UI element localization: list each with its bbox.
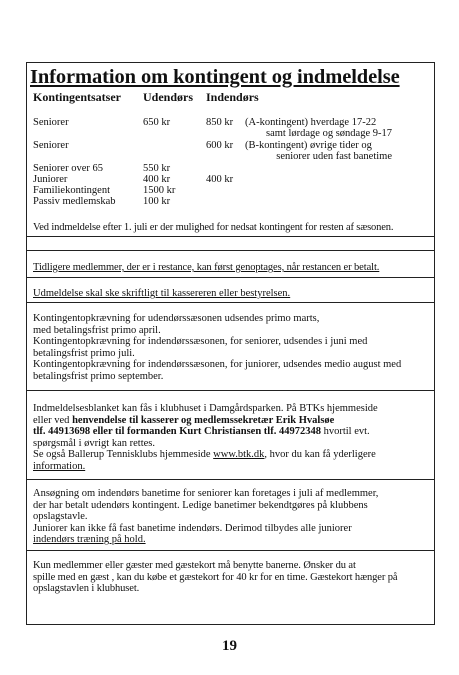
divider (27, 390, 434, 391)
court-line: Juniorer kan ikke få fast banetime indendørs. Derimod tilbydes alle juniorer (33, 522, 352, 534)
signup-text: , hvor du kan få yderligere (264, 449, 376, 460)
fee-label: Passiv medlemskab (33, 196, 116, 207)
signup-line: spørgsmål i øvrigt kan rettes. (33, 437, 155, 449)
fee-label: Seniorer (33, 117, 69, 128)
signup-paragraph (33, 403, 431, 472)
header-indoor: Indendørs (206, 90, 259, 104)
billing-line: Kontingentopkrævning for udendørssæsonen udsendes primo marts, (33, 313, 320, 324)
late-join-note: Ved indmeldelse efter 1. juli er der mulighed for nedsat kontingent for resten af sæsonen. (33, 222, 394, 233)
court-line: der har betalt udendørs kontingent. Ledige banetimer bekendtgøres på klubbens (33, 499, 368, 511)
fee-label: Seniorer (33, 140, 69, 151)
fee-label: Juniorer (33, 174, 68, 185)
court-line: Ansøgning om indendørs banetime for seniorer kan foretages i juli af medlemmer, (33, 488, 379, 499)
billing-line: betalingsfrist primo juli. (33, 347, 135, 359)
fee-label: Seniorer over 65 (33, 163, 103, 174)
header-outdoor: Udendørs (143, 90, 194, 104)
guests-paragraph (33, 560, 431, 595)
fee-note-2: seniorer uden fast banetime (276, 151, 392, 162)
divider (27, 250, 434, 251)
billing-paragraph (33, 313, 431, 382)
divider (27, 479, 434, 480)
page-title: Information om kontingent og indmeldelse (30, 66, 400, 88)
page-number: 19 (222, 638, 237, 654)
fee-outdoor: 100 kr (143, 196, 171, 207)
signup-text: eller ved (33, 414, 73, 426)
fee-label: Familiekontingent (33, 185, 110, 196)
fee-note: (B-kontingent) øvrige tider og (245, 140, 372, 151)
billing-line: Kontingentopkrævning for indendørssæsonen, for juniorer, udsendes medio august med (33, 359, 402, 370)
fee-indoor: 850 kr (206, 117, 234, 128)
signup-text: Se også Ballerup Tennisklubs hjemmeside (33, 449, 214, 460)
fee-outdoor: 400 kr (143, 174, 171, 185)
signup-line: information. (33, 460, 86, 472)
fee-note-2: samt lørdage og søndage 9-17 (266, 128, 392, 139)
signup-line: Indmeldelsesblanket kan fås i klubhuset i Damgårdsparken. På BTKs hjemmeside (33, 403, 378, 414)
divider (27, 277, 434, 278)
fee-outdoor: 1500 kr (143, 185, 176, 196)
fee-indoor: 400 kr (206, 174, 234, 185)
website-link[interactable]: www.btk.dk (213, 449, 265, 460)
divider (27, 550, 434, 551)
court-paragraph (33, 488, 431, 546)
guests-line: spille med en gæst , kan du købe et gæstekort for 40 kr for en time. Gæstekort hænger på (33, 571, 398, 583)
signup-phones: tlf. 44913698 eller til formanden Kurt Christiansen tlf. 44972348 (33, 426, 321, 437)
fee-indoor: 600 kr (206, 140, 234, 151)
billing-line: betalingsfrist primo september. (33, 370, 164, 382)
guests-line: opslagstavlen i klubhuset. (33, 583, 140, 594)
signup-line (33, 415, 431, 427)
billing-line: med betalingsfrist primo april. (33, 324, 161, 336)
divider (27, 236, 434, 237)
divider (27, 302, 434, 303)
court-line: opslagstavle. (33, 511, 88, 522)
billing-line: Kontingentopkrævning for indendørssæsonen, for seniorer, udsendes i juni med (33, 336, 368, 347)
court-line: indendørs træning på hold. (33, 534, 146, 545)
signup-line (33, 449, 431, 461)
fee-note: (A-kontingent) hverdage 17-22 (245, 117, 377, 128)
fee-outdoor: 650 kr (143, 117, 171, 128)
signup-line (33, 426, 431, 438)
resign-note: Udmeldelse skal ske skriftligt til kassereren eller bestyrelsen. (33, 288, 291, 299)
arrears-note: Tidligere medlemmer, der er i restance, kan først genoptages, når restancen er betalt. (33, 262, 380, 273)
guests-line: Kun medlemmer eller gæster med gæstekort må benytte banerne. Ønsker du at (33, 560, 356, 571)
signup-text: hvortil evt. (320, 426, 370, 437)
header-fees: Kontingentsatser (33, 90, 121, 104)
signup-contact: henvendelse til kasserer og medlemssekretær Erik Hvalsøe (72, 414, 335, 426)
fee-outdoor: 550 kr (143, 163, 171, 174)
